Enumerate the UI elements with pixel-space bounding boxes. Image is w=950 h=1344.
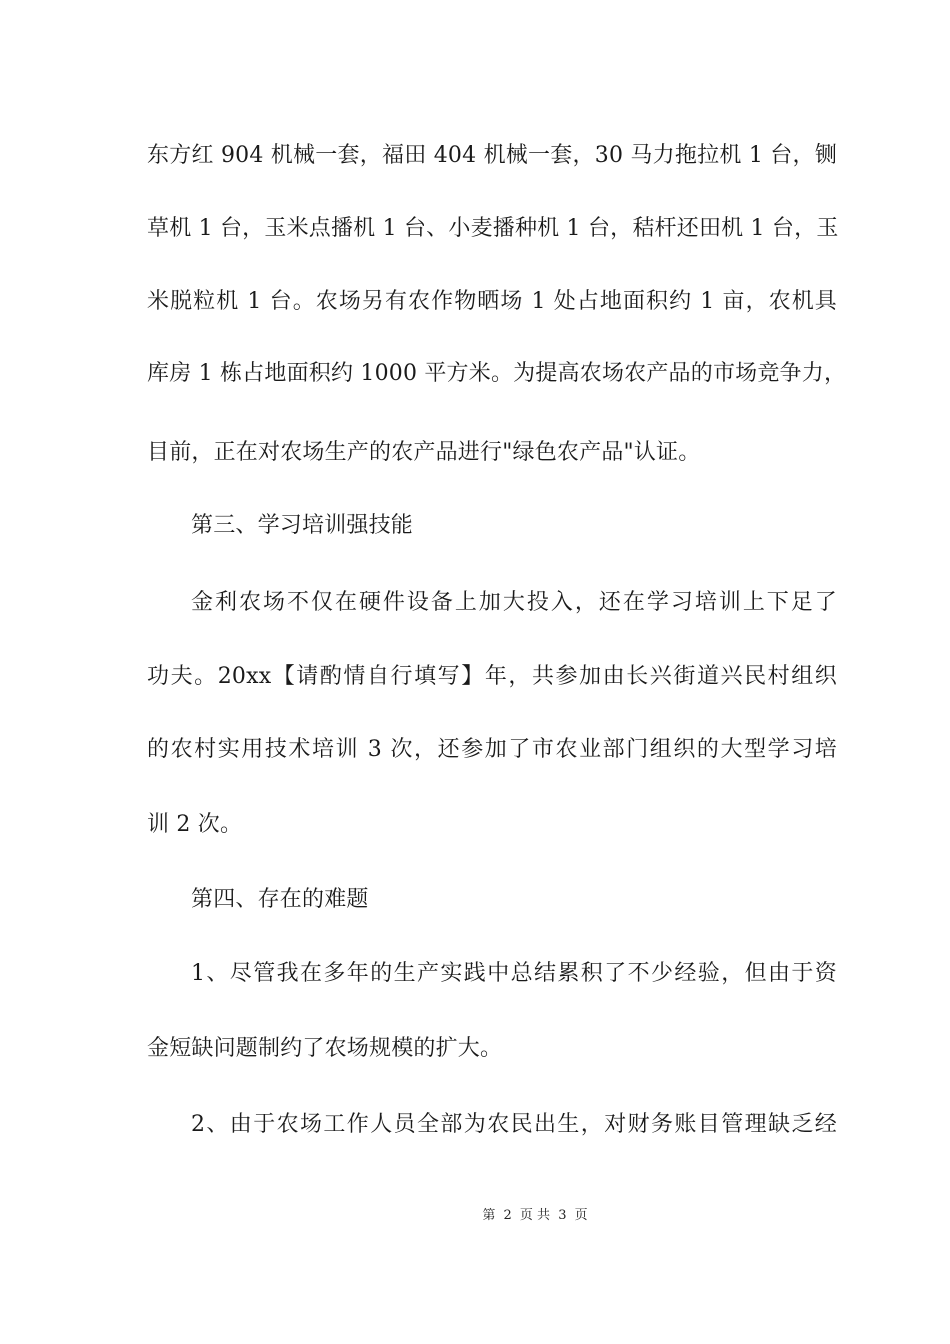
- footer-mid: 页 共: [519, 1208, 551, 1223]
- paragraph-first-line: 2、由于农场工作人员全部为农民出生，对财务账目管理缺乏经: [191, 1112, 837, 1137]
- paragraph-first-line: 1、尽管我在多年的生产实践中总结累积了不少经验，但由于资: [191, 961, 837, 986]
- body-line: 的农村实用技术培训 3 次，还参加了市农业部门组织的大型学习培: [147, 737, 837, 762]
- footer-prefix: 第: [482, 1208, 496, 1223]
- section-heading: 第四、存在的难题: [191, 887, 369, 912]
- body-line: 米脱粒机 1 台。农场另有农作物晒场 1 处占地面积约 1 亩，农机具: [147, 289, 837, 314]
- paragraph-first-line: 金利农场不仅在硬件设备上加大投入，还在学习培训上下足了: [191, 590, 837, 615]
- body-line: 训 2 次。: [147, 812, 243, 837]
- body-line: 目前，正在对农场生产的农产品进行"绿色农产品"认证。: [147, 440, 701, 465]
- footer-suffix: 页: [574, 1208, 588, 1223]
- footer-current-page: 2: [503, 1208, 512, 1223]
- body-line: 东方红 904 机械一套，福田 404 机械一套，30 马力拖拉机 1 台，铡: [147, 143, 837, 168]
- page-footer: [0, 1207, 950, 1225]
- footer-total-pages: 3: [558, 1208, 567, 1223]
- body-line: 功夫。20xx【请酌情自行填写】年，共参加由长兴街道兴民村组织: [147, 664, 837, 689]
- section-heading: 第三、学习培训强技能: [191, 513, 414, 538]
- body-line: 草机 1 台，玉米点播机 1 台、小麦播种机 1 台，秸杆还田机 1 台，玉: [147, 216, 839, 241]
- body-line: 库房 1 栋占地面积约 1000 平方米。为提高农场农产品的市场竞争力，: [147, 361, 847, 386]
- body-line: 金短缺问题制约了农场规模的扩大。: [147, 1036, 503, 1061]
